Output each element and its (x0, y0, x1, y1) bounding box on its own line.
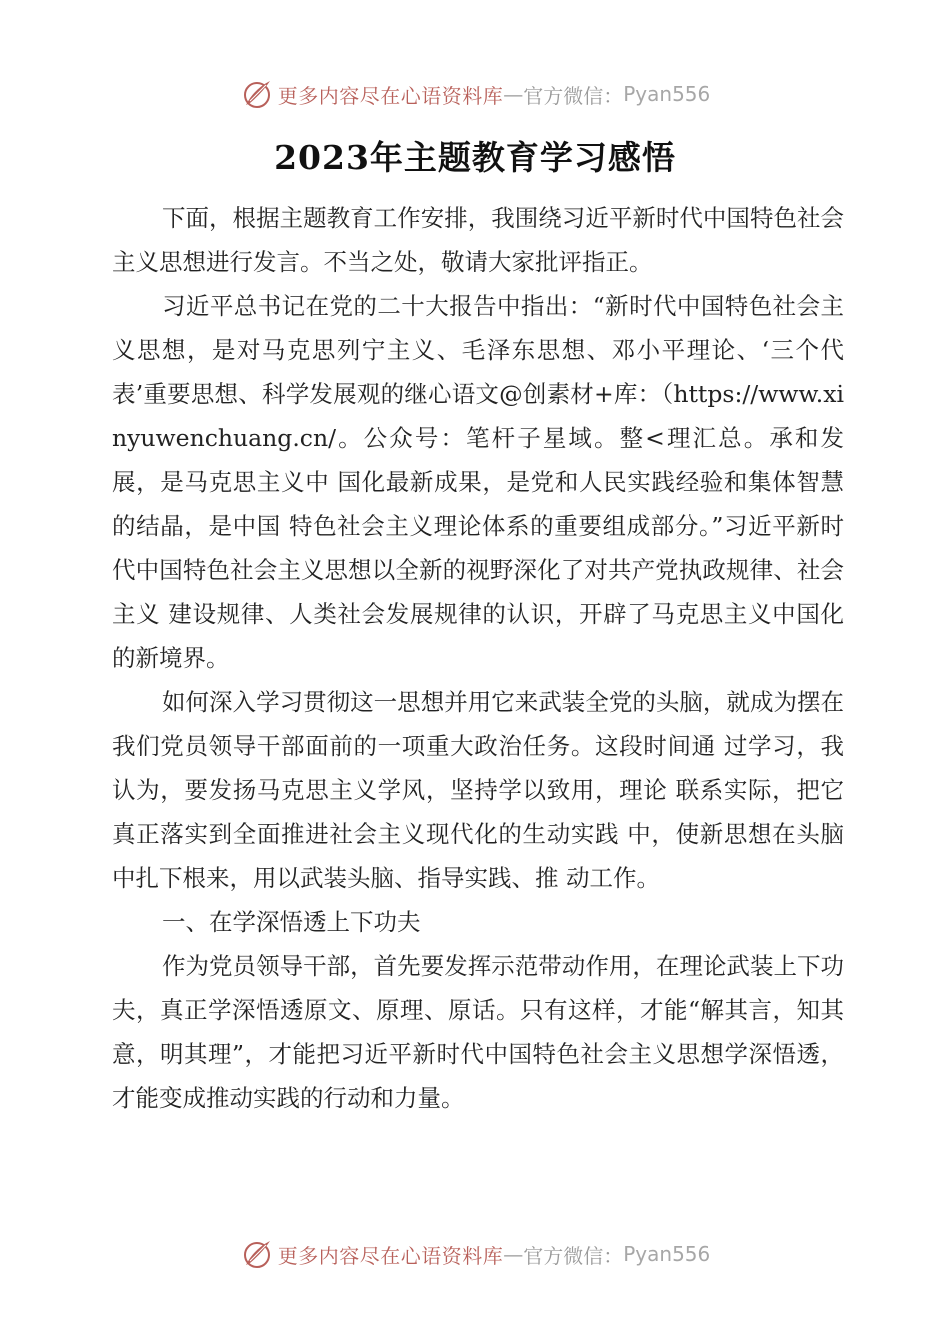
banner-wechat-id: Pyan556 (623, 82, 711, 106)
paragraph: 如何深入学习贯彻这一思想并用它来武装全党的头脑，就成为摆在我们党员领导干部面前的一项重大政治任务。这段时间通 过学习，我认为，要发扬马克思主义学风，坚持学以致用，理论 联系实际，把它真正落实到全面推进社会主义现代化的生动实践 中，使新思想在头脑中扎下根来，用以武装头脑、指导实践、推 动工作。 (112, 688, 844, 892)
banner-dash: — (503, 1242, 524, 1266)
paragraph: 作为党员领导干部，首先要发挥示范带动作用，在理论武装上下功夫，真正学深悟透原文、原理、原话。只有这样，才能“解其言，知其意，明其理”，才能把习近平新时代中国特色社会主义思想学深悟透，才能变成推动实践的行动和力量。 (112, 952, 844, 1112)
section-heading: 一、在学深悟透上下功夫 (162, 908, 421, 936)
banner-wechat-id: Pyan556 (623, 1242, 711, 1266)
banner-dash: — (503, 82, 524, 106)
document-body (112, 196, 844, 1120)
banner-label: 官方微信： (523, 83, 624, 108)
paragraph: 习近平总书记在党的二十大报告中指出：“新时代中国特色社会主义思想，是对马克思列宁主义、毛泽东思想、邓小平理论、‘三个代表’重要思想、科学发展观的继心语文@创素材+库：（https://www.xinyuwenchuang.cn/。公众号：笔杆子星域。整<理汇总。承和发展，是马克思主义中 国化最新成果，是党和人民实践经验和集体智慧的结晶，是中国 特色社会主义理论体系的重要组成部分。”习近平新时代中国特色社会主义思想以全新的视野深化了对共产党执政规律、社会主义 建设规律、人类社会发展规律的认识，开辟了马克思主义中国化 的新境界。 (112, 292, 844, 672)
paragraph: 下面，根据主题教育工作安排，我围绕习近平新时代中国特色社会主义思想进行发言。不当之处，敬请大家批评指正。 (112, 204, 844, 276)
quill-logo-icon (240, 1237, 274, 1271)
banner-text: 更多内容尽在心语资料库 (277, 1243, 504, 1268)
quill-logo-icon (240, 77, 274, 111)
banner-label: 官方微信： (523, 1243, 624, 1268)
header-banner (0, 72, 950, 116)
document-title: 2023年主题教育学习感悟 (274, 138, 676, 177)
footer-banner (0, 1232, 950, 1276)
banner-text: 更多内容尽在心语资料库 (277, 83, 504, 108)
